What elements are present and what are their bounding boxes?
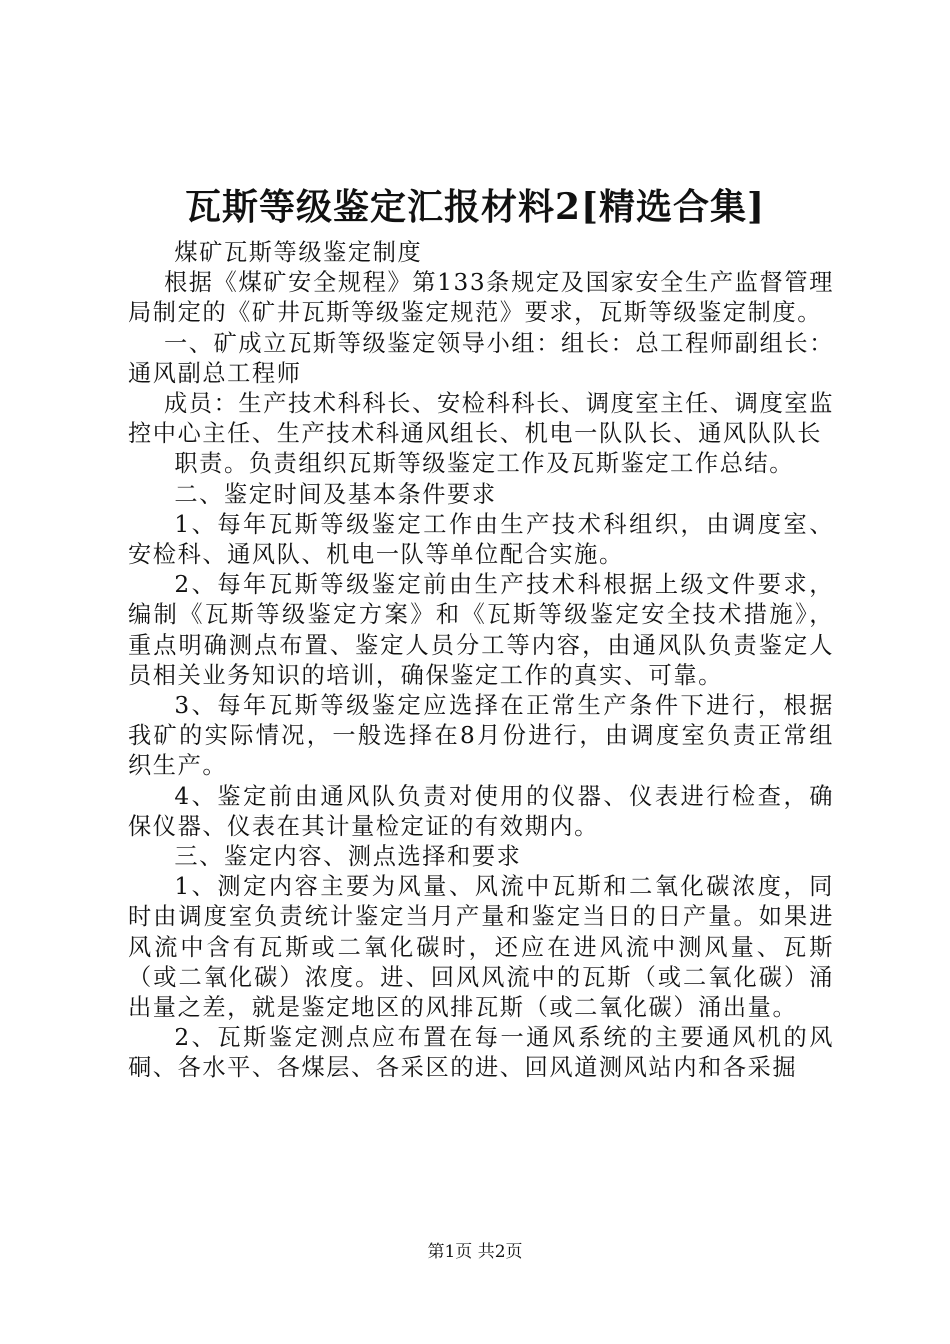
section-heading: 三、鉴定内容、测点选择和要求 bbox=[174, 843, 522, 871]
paragraph: 3、每年瓦斯等级鉴定应选择在正常生产条件下进行，根据我矿的实际情况，一般选择在8月份进行，由调度室负责正常组织生产。 bbox=[128, 692, 834, 780]
paragraph: 一、矿成立瓦斯等级鉴定领导小组：组长：总工程师副组长：通风副总工程师 bbox=[128, 329, 834, 387]
paragraph: 1、每年瓦斯等级鉴定工作由生产技术科组织，由调度室、安检科、通风队、机电一队等单位配合实施。 bbox=[128, 510, 834, 569]
paragraph: 2、每年瓦斯等级鉴定前由生产技术科根据上级文件要求，编制《瓦斯等级鉴定方案》和《瓦斯等级鉴定安全技术措施》，重点明确测点布置、鉴定人员分工等内容，由通风队负责鉴定人员相关业务知识的培训，确保鉴定工作的真实、可靠。 bbox=[128, 571, 834, 689]
paragraph: 1、测定内容主要为风量、风流中瓦斯和二氧化碳浓度，同时由调度室负责统计鉴定当月产量和鉴定当日的日产量。如果进风流中含有瓦斯或二氧化碳时，还应在进风流中测风量、瓦斯（或二氧化碳）浓度。进、回风风流中的瓦斯（或二氧化碳）涌出量之差，就是鉴定地区的风排瓦斯（或二氧化碳）涌出量。 bbox=[128, 873, 834, 1022]
page-number-footer: 第1页 共2页 bbox=[427, 1242, 523, 1262]
section-heading: 二、鉴定时间及基本条件要求 bbox=[174, 480, 497, 508]
paragraph: 根据《煤矿安全规程》第133条规定及国家安全生产监督管理局制定的《矿井瓦斯等级鉴定规范》要求，瓦斯等级鉴定制度。 bbox=[128, 269, 834, 327]
paragraph: 成员：生产技术科科长、安检科科长、调度室主任、调度室监控中心主任、生产技术科通风组长、机电一队队长、通风队队长 bbox=[128, 390, 834, 448]
paragraph: 4、鉴定前由通风队负责对使用的仪器、仪表进行检查，确保仪器、仪表在其计量检定证的有效期内。 bbox=[128, 782, 834, 840]
paragraph: 职责。负责组织瓦斯等级鉴定工作及瓦斯鉴定工作总结。 bbox=[174, 450, 795, 478]
document-title: 瓦斯等级鉴定汇报材料2[精选合集] bbox=[184, 186, 766, 228]
document-body bbox=[128, 238, 834, 1084]
paragraph: 2、瓦斯鉴定测点应布置在每一通风系统的主要通风机的风硐、各水平、各煤层、各采区的进、回风道测风站内和各采掘 bbox=[128, 1024, 834, 1082]
section-heading: 煤矿瓦斯等级鉴定制度 bbox=[174, 239, 423, 266]
